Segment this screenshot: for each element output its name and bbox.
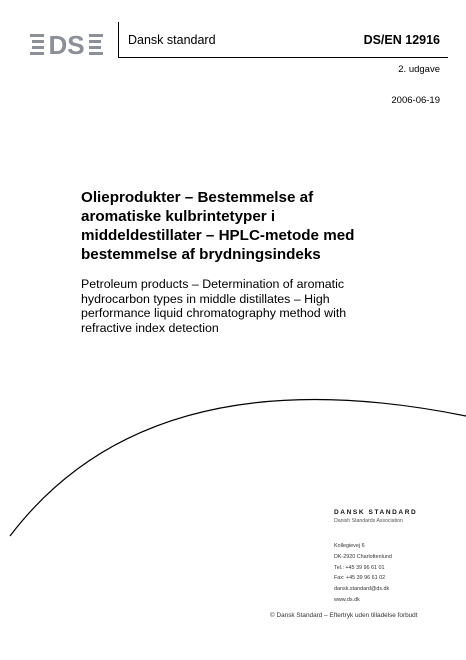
standard-number: DS/EN 12916 — [363, 33, 440, 47]
danish-title-line: bestemmelse af brydningsindeks — [81, 246, 321, 263]
english-title-line: hydrocarbon types in middle distillates – High — [81, 291, 330, 306]
address-phone: Tel.: +45 39 96 61 01 — [334, 564, 385, 571]
title-block — [81, 188, 451, 335]
copyright-notice: © Dansk Standard – Eftertryk uden tilladelse forbudt — [270, 612, 418, 619]
document-type-label: Dansk standard — [128, 33, 216, 47]
publisher-block — [334, 509, 444, 606]
english-title — [81, 277, 451, 335]
header-divider — [118, 22, 119, 58]
danish-title-line: middeldestillater – HPLC-metode med — [81, 227, 355, 244]
publisher-subtitle: Danish Standards Association — [334, 518, 403, 524]
danish-title-line: aromatiske kulbrintetyper i — [81, 208, 276, 225]
ds-logo — [30, 31, 110, 57]
address-city: DK-2920 Charlottenlund — [334, 553, 392, 560]
english-title-line: refractive index detection — [81, 320, 219, 335]
publisher-address — [334, 541, 444, 606]
edition-label: 2. udgave — [398, 64, 440, 75]
publication-date: 2006-06-19 — [391, 95, 440, 106]
address-email: dansk.standard@ds.dk — [334, 586, 390, 593]
header-rule — [118, 57, 448, 58]
english-title-line: performance liquid chromatography method with — [81, 306, 347, 320]
address-fax: Fax: +45 39 96 61 02 — [334, 575, 386, 582]
english-title-line: Petroleum products – Determination of aromatic — [81, 277, 345, 291]
ds-logo-text: DS — [48, 31, 85, 57]
danish-title — [81, 188, 451, 264]
address-website: www.ds.dk — [334, 596, 360, 603]
danish-title-line: Olieprodukter – Bestemmelse af — [81, 189, 314, 206]
ds-logo-graphic — [30, 31, 110, 57]
publisher-name: DANSK STANDARD — [334, 509, 418, 516]
address-street: Kollegievej 6 — [334, 543, 365, 549]
